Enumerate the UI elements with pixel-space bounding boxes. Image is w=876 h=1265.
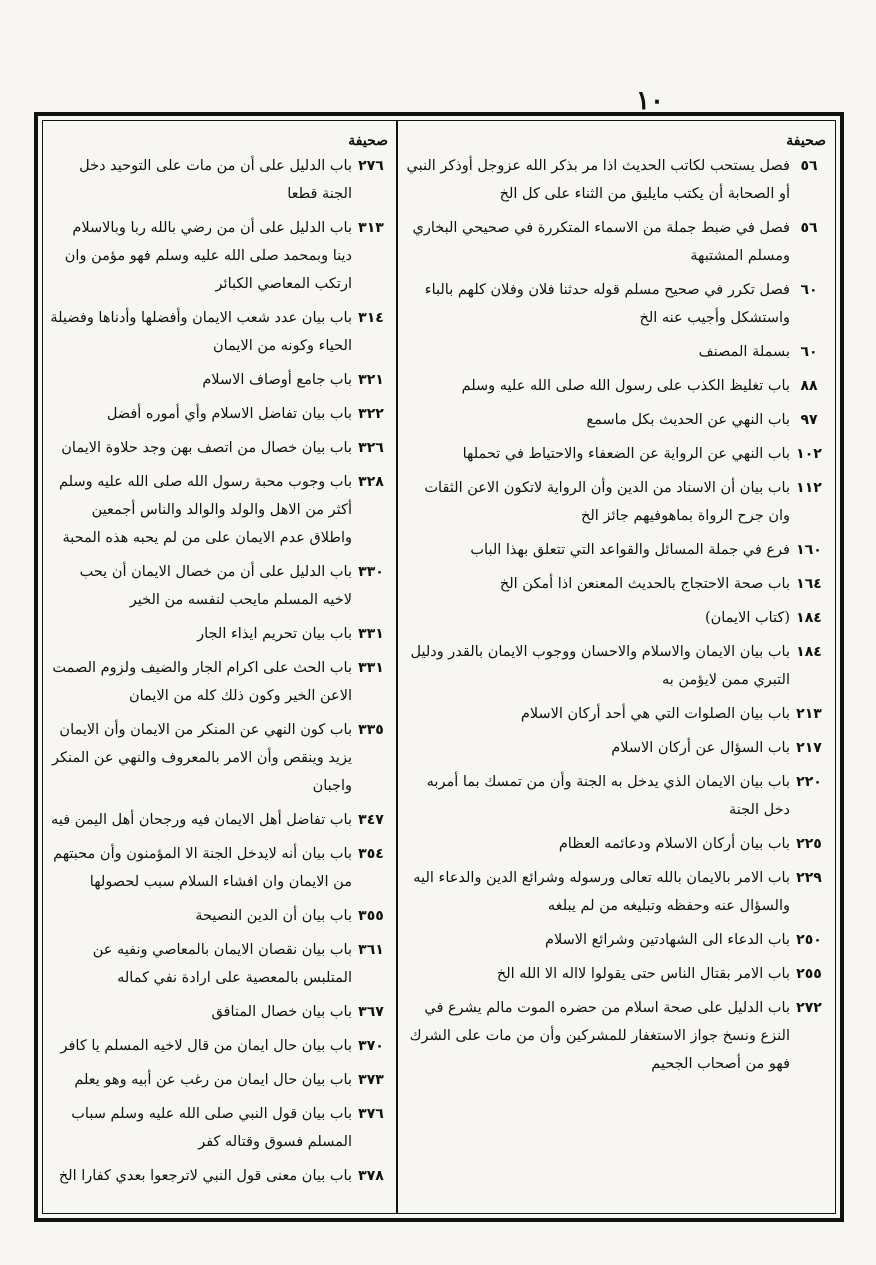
entry-page-number: ٣٣٠ bbox=[358, 564, 384, 580]
toc-entry bbox=[50, 1162, 390, 1190]
toc-entry bbox=[50, 152, 390, 208]
column-header: صحيفة bbox=[786, 133, 826, 149]
entry-page-number: ٢٧٢ bbox=[796, 1000, 822, 1016]
entry-page-number: ٣٦٧ bbox=[358, 1004, 384, 1020]
toc-entry bbox=[404, 830, 828, 858]
entry-page-number: ٣٧٣ bbox=[358, 1072, 384, 1088]
toc-entry bbox=[404, 276, 828, 332]
toc-entry bbox=[50, 214, 390, 298]
toc-entry bbox=[50, 304, 390, 360]
toc-entry bbox=[404, 768, 828, 824]
entry-title: باب بيان الصلوات التي هي أحد أركان الاسلام bbox=[520, 706, 790, 722]
toc-entry bbox=[404, 440, 828, 468]
entry-page-number: ١٨٤ bbox=[796, 644, 822, 660]
entry-title: باب بيان تفاضل الاسلام وأي أموره أفضل bbox=[106, 406, 352, 422]
toc-entry bbox=[50, 840, 390, 896]
toc-entry bbox=[404, 994, 828, 1078]
entry-title: باب بيان حال ايمان من قال لاخيه المسلم يا كافر bbox=[60, 1038, 352, 1054]
entry-page-number: ١٨٤ bbox=[796, 610, 822, 626]
toc-entry bbox=[50, 558, 390, 614]
entry-page-number: ٨٨ bbox=[800, 378, 818, 394]
entry-title: باب الدليل على صحة اسلام من حضره الموت مالم يشرع في النزع ونسخ جواز الاستغفار للمشركين وأن من مات على الشرك فهو من أصحاب الجحيم bbox=[409, 1000, 790, 1072]
entry-page-number: ٩٧ bbox=[800, 412, 818, 428]
entry-page-number: ٣٣١ bbox=[358, 626, 384, 642]
entry-title: (كتاب الايمان) bbox=[704, 610, 790, 626]
entry-title: باب بيان أنه لايدخل الجنة الا المؤمنون وأن محبتهم من الايمان وان افشاء السلام سبب لحصولها bbox=[53, 846, 352, 890]
toc-entry bbox=[50, 1032, 390, 1060]
entry-page-number: ٢٢٥ bbox=[796, 836, 822, 852]
entry-title: باب الامر بقتال الناس حتى يقولوا لااله الا الله الخ bbox=[496, 966, 790, 982]
toc-entry bbox=[404, 926, 828, 954]
toc-entry bbox=[404, 406, 828, 434]
entry-page-number: ٢٢٠ bbox=[796, 774, 822, 790]
page-number: ١٠ bbox=[636, 86, 664, 116]
entry-title: باب الدليل على أن من رضي بالله ربا وبالاسلام دينا وبمحمد صلى الله عليه وسلم فهو مؤمن وان ارتكب المعاصي الكبائر bbox=[64, 220, 352, 292]
toc-entry bbox=[50, 806, 390, 834]
entry-title: باب بيان أن الدين النصيحة bbox=[195, 908, 352, 924]
entry-title: فرع في جملة المسائل والقواعد التي تتعلق بهذا الباب bbox=[470, 542, 790, 558]
toc-entry bbox=[404, 604, 828, 632]
entry-title: باب الدعاء الى الشهادتين وشرائع الاسلام bbox=[544, 932, 790, 948]
entry-page-number: ٢٢٩ bbox=[796, 870, 822, 886]
entry-title: باب الامر بالايمان بالله تعالى ورسوله وشرائع الدين والدعاء اليه والسؤال عنه وحفظه وتبليغه من لم يبلغه bbox=[413, 870, 790, 914]
toc-entry bbox=[404, 864, 828, 920]
entry-title: باب الحث على اكرام الجار والضيف ولزوم الصمت الاعن الخير وكون ذلك كله من الايمان bbox=[52, 660, 352, 704]
entry-title: باب الدليل على أن من مات على التوحيد دخل الجنة قطعا bbox=[79, 158, 352, 202]
entry-page-number: ٦٠ bbox=[800, 344, 818, 360]
entry-title: باب بيان قول النبي صلى الله عليه وسلم سباب المسلم فسوق وقتاله كفر bbox=[71, 1106, 352, 1150]
toc-entry bbox=[50, 620, 390, 648]
entry-page-number: ٥٦ bbox=[800, 158, 818, 174]
entry-title: بسملة المصنف bbox=[698, 344, 790, 360]
entry-page-number: ١٠٢ bbox=[796, 446, 822, 462]
entry-page-number: ٢١٧ bbox=[796, 740, 822, 756]
entry-title: باب جامع أوصاف الاسلام bbox=[202, 372, 352, 388]
entry-page-number: ١٦٠ bbox=[796, 542, 822, 558]
entry-page-number: ٣٥٤ bbox=[358, 846, 384, 862]
toc-entry bbox=[50, 936, 390, 992]
entry-title: باب النهي عن الحديث بكل ماسمع bbox=[586, 412, 790, 428]
entry-page-number: ٣٤٧ bbox=[358, 812, 384, 828]
entry-title: باب بيان أركان الاسلام ودعائمه العظام bbox=[558, 836, 790, 852]
toc-entry bbox=[404, 700, 828, 728]
toc-entry bbox=[50, 366, 390, 394]
toc-entry bbox=[50, 902, 390, 930]
entry-title: باب صحة الاحتجاج بالحديث المعنعن اذا أمكن الخ bbox=[499, 576, 790, 592]
column-header: صحيفة bbox=[348, 133, 388, 149]
entry-page-number: ٣٣١ bbox=[358, 660, 384, 676]
entry-list bbox=[404, 152, 828, 1078]
toc-entry bbox=[404, 638, 828, 694]
toc-entry bbox=[50, 434, 390, 462]
toc-entry bbox=[404, 734, 828, 762]
entry-title: باب بيان معنى قول النبي لاترجعوا بعدي كفارا الخ bbox=[58, 1168, 352, 1184]
entry-page-number: ٢١٣ bbox=[796, 706, 822, 722]
entry-page-number: ١٦٤ bbox=[796, 576, 822, 592]
entry-title: باب بيان تحريم ايذاء الجار bbox=[197, 626, 352, 642]
entry-page-number: ٣٢١ bbox=[358, 372, 384, 388]
entry-page-number: ٣٥٥ bbox=[358, 908, 384, 924]
entry-page-number: ٣٣٥ bbox=[358, 722, 384, 738]
entry-title: فصل يستحب لكاتب الحديث اذا مر بذكر الله عزوجل أوذكر النبي أو الصحابة أن يكتب مايليق من الثناء على كل الخ bbox=[406, 158, 790, 202]
toc-entry bbox=[404, 570, 828, 598]
entry-page-number: ٦٠ bbox=[800, 282, 818, 298]
entry-page-number: ٣٢٨ bbox=[358, 474, 384, 490]
entry-list bbox=[50, 152, 390, 1190]
toc-entry bbox=[404, 338, 828, 366]
entry-page-number: ٢٥٥ bbox=[796, 966, 822, 982]
toc-entry bbox=[404, 214, 828, 270]
entry-title: باب بيان أن الاسناد من الدين وأن الرواية لاتكون الاعن الثقات وان جرح الرواة بماهوفيهم جائز الخ bbox=[424, 480, 790, 524]
left-column bbox=[50, 130, 390, 1196]
toc-entry bbox=[404, 372, 828, 400]
entry-title: باب كون النهي عن المنكر من الايمان وأن الايمان يزيد وينقص وأن الامر بالمعروف والنهي عن المنكر واجبان bbox=[52, 722, 352, 794]
toc-entry bbox=[50, 468, 390, 552]
toc-entry bbox=[404, 474, 828, 530]
entry-page-number: ٣٦١ bbox=[358, 942, 384, 958]
entry-page-number: ٥٦ bbox=[800, 220, 818, 236]
entry-title: باب بيان الايمان الذي يدخل به الجنة وأن من تمسك بما أمربه دخل الجنة bbox=[426, 774, 790, 818]
toc-entry bbox=[50, 998, 390, 1026]
entry-title: باب بيان خصال المنافق bbox=[211, 1004, 352, 1020]
entry-page-number: ١١٢ bbox=[796, 480, 822, 496]
entry-title: باب تغليظ الكذب على رسول الله صلى الله عليه وسلم bbox=[461, 378, 790, 394]
toc-entry bbox=[50, 1100, 390, 1156]
entry-title: باب بيان خصال من اتصف بهن وجد حلاوة الايمان bbox=[61, 440, 352, 456]
entry-title: باب الدليل على أن من خصال الايمان أن يحب لاخيه المسلم مايحب لنفسه من الخير bbox=[79, 564, 352, 608]
entry-page-number: ٣٧٠ bbox=[358, 1038, 384, 1054]
entry-page-number: ٢٧٦ bbox=[358, 158, 384, 174]
entry-title: باب النهي عن الرواية عن الضعفاء والاحتياط في تحملها bbox=[462, 446, 790, 462]
entry-page-number: ٢٥٠ bbox=[796, 932, 822, 948]
entry-title: باب بيان حال ايمان من رغب عن أبيه وهو يعلم bbox=[74, 1072, 352, 1088]
toc-entry bbox=[50, 400, 390, 428]
toc-entry bbox=[404, 152, 828, 208]
entry-title: باب وجوب محبة رسول الله صلى الله عليه وسلم أكثر من الاهل والولد والوالد والناس أجمعين واطلاق عدم الايمان على من لم يحبه هذه المحبة bbox=[59, 474, 352, 546]
entry-title: باب بيان عدد شعب الايمان وأفضلها وأدناها وفضيلة الحياء وكونه من الايمان bbox=[50, 310, 352, 354]
column-divider bbox=[396, 120, 398, 1214]
entry-page-number: ٣٢٦ bbox=[358, 440, 384, 456]
entry-page-number: ٣٢٢ bbox=[358, 406, 384, 422]
right-column bbox=[404, 130, 828, 1084]
toc-entry bbox=[404, 536, 828, 564]
entry-title: باب تفاضل أهل الايمان فيه ورجحان أهل اليمن فيه bbox=[51, 812, 352, 828]
toc-entry bbox=[50, 716, 390, 800]
toc-entry bbox=[50, 654, 390, 710]
entry-page-number: ٣١٤ bbox=[358, 310, 384, 326]
entry-title: فصل تكرر في صحيح مسلم قوله حدثنا فلان وفلان كلهم بالباء واستشكل وأجيب عنه الخ bbox=[424, 282, 790, 326]
entry-page-number: ٣١٣ bbox=[358, 220, 384, 236]
entry-title: فصل في ضبط جملة من الاسماء المتكررة في صحيحي البخاري ومسلم المشتبهة bbox=[412, 220, 790, 264]
entry-title: باب بيان الايمان والاسلام والاحسان ووجوب الايمان بالقدر ودليل التبري ممن لايؤمن به bbox=[410, 644, 790, 688]
entry-page-number: ٣٧٦ bbox=[358, 1106, 384, 1122]
entry-title: باب بيان نقصان الايمان بالمعاصي ونفيه عن المتلبس بالمعصية على ارادة نفي كماله bbox=[92, 942, 352, 986]
toc-entry bbox=[404, 960, 828, 988]
entry-page-number: ٣٧٨ bbox=[358, 1168, 384, 1184]
toc-entry bbox=[50, 1066, 390, 1094]
entry-title: باب السؤال عن أركان الاسلام bbox=[611, 740, 790, 756]
